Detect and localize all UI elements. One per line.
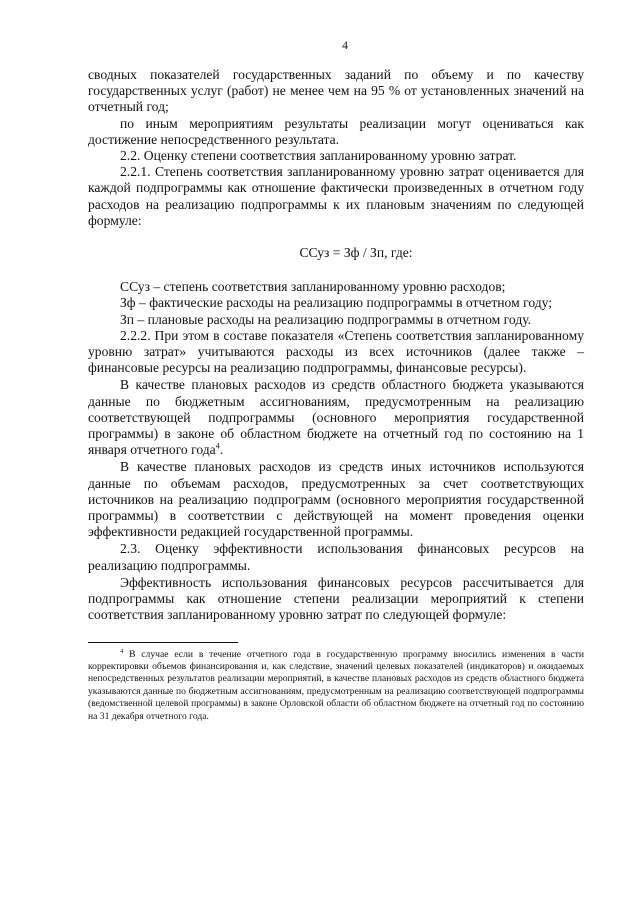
document-body (88, 67, 584, 624)
paragraph: Эффективность использования финансовых ресурсов рассчитывается для подпрограммы как отношение степени реализации мероприятий к степени соответствия запланированному уровню затрат по следующей формуле: (88, 574, 584, 623)
definition: Зф – фактические расходы на реализацию подпрограммы в отчетном году; (120, 295, 553, 311)
section-heading: 2.2. Оценку степени соответствия запланированному уровню затрат. (120, 148, 517, 164)
footnote (88, 649, 584, 723)
paragraph: 2.2.2. При этом в составе показателя «Степень соответствия запланированному уровню затрат» учитываются расходы из всех источников (далее также – финансовые ресурсы на реализацию подпрограммы, финансовые ресурсы). (88, 327, 584, 376)
paragraph: В качестве плановых расходов из средств иных источников используются данные по объемам расходов, предусмотренных за счет соответствующих источников на реализацию подпрограмм (основного мероприятия государственной программы) в соответствии с действующей на момент проведения оценки эффективности редакцией государственной программы. (88, 459, 584, 540)
footnote-reference: 4 (215, 441, 220, 451)
definition: Зп – плановые расходы на реализацию подпрограммы в отчетном году. (120, 311, 532, 327)
formula: ССуз = Зф / Зп, где: (299, 245, 413, 261)
footnote-mark: 4 (120, 647, 124, 655)
paragraph-end: . (219, 442, 224, 458)
page-number: 4 (342, 38, 348, 52)
definition: ССуз – степень соответствия запланированному уровню расходов; (120, 279, 506, 295)
paragraph-text: В качестве плановых расходов из средств областного бюджета указываются данные по бюджетным ассигнованиям, предусмотренным на реализацию соответствующей подпрограммы (основного мероприятия государственной программы) в законе об областном бюджете на отчетный год по состоянию на 1 января отчетного года (88, 377, 584, 458)
footnote-divider (88, 642, 238, 643)
paragraph: 2.2.1. Степень соответствия запланированному уровню затрат оценивается для каждой подпрограммы как отношение фактически произведенных в отчетном году расходов на реализацию подпрограммы к их плановым значениям по следующей формуле: (88, 164, 584, 228)
footnote-text: В случае если в течение отчетного года в государственную программу вносились изменения в части корректировки объемов финансирования и, как следствие, значений целевых показателей (индикаторов) и ожидаемых непосредственных результатов реализации мероприятий, в качестве плановых расходов из средств областного бюджета указываются данные по бюджетным ассигнованиям, предусмотренным на реализацию соответствующей подпрограммы (ведомственной целевой программы) в законе Орловской области об областном бюджете на отчетный год по состоянию на 31 декабря отчетного года. (88, 648, 584, 722)
paragraph: сводных показателей государственных заданий по объему и по качеству государственных услуг (работ) не менее чем на 95 % от установленных значений на отчетный год; (88, 67, 584, 115)
section-heading: 2.3. Оценку эффективности использования финансовых ресурсов на реализацию подпрограммы. (88, 541, 584, 573)
paragraph (88, 377, 584, 458)
paragraph: по иным мероприятиям результаты реализации могут оцениваться как достижение непосредственного результата. (88, 115, 584, 147)
